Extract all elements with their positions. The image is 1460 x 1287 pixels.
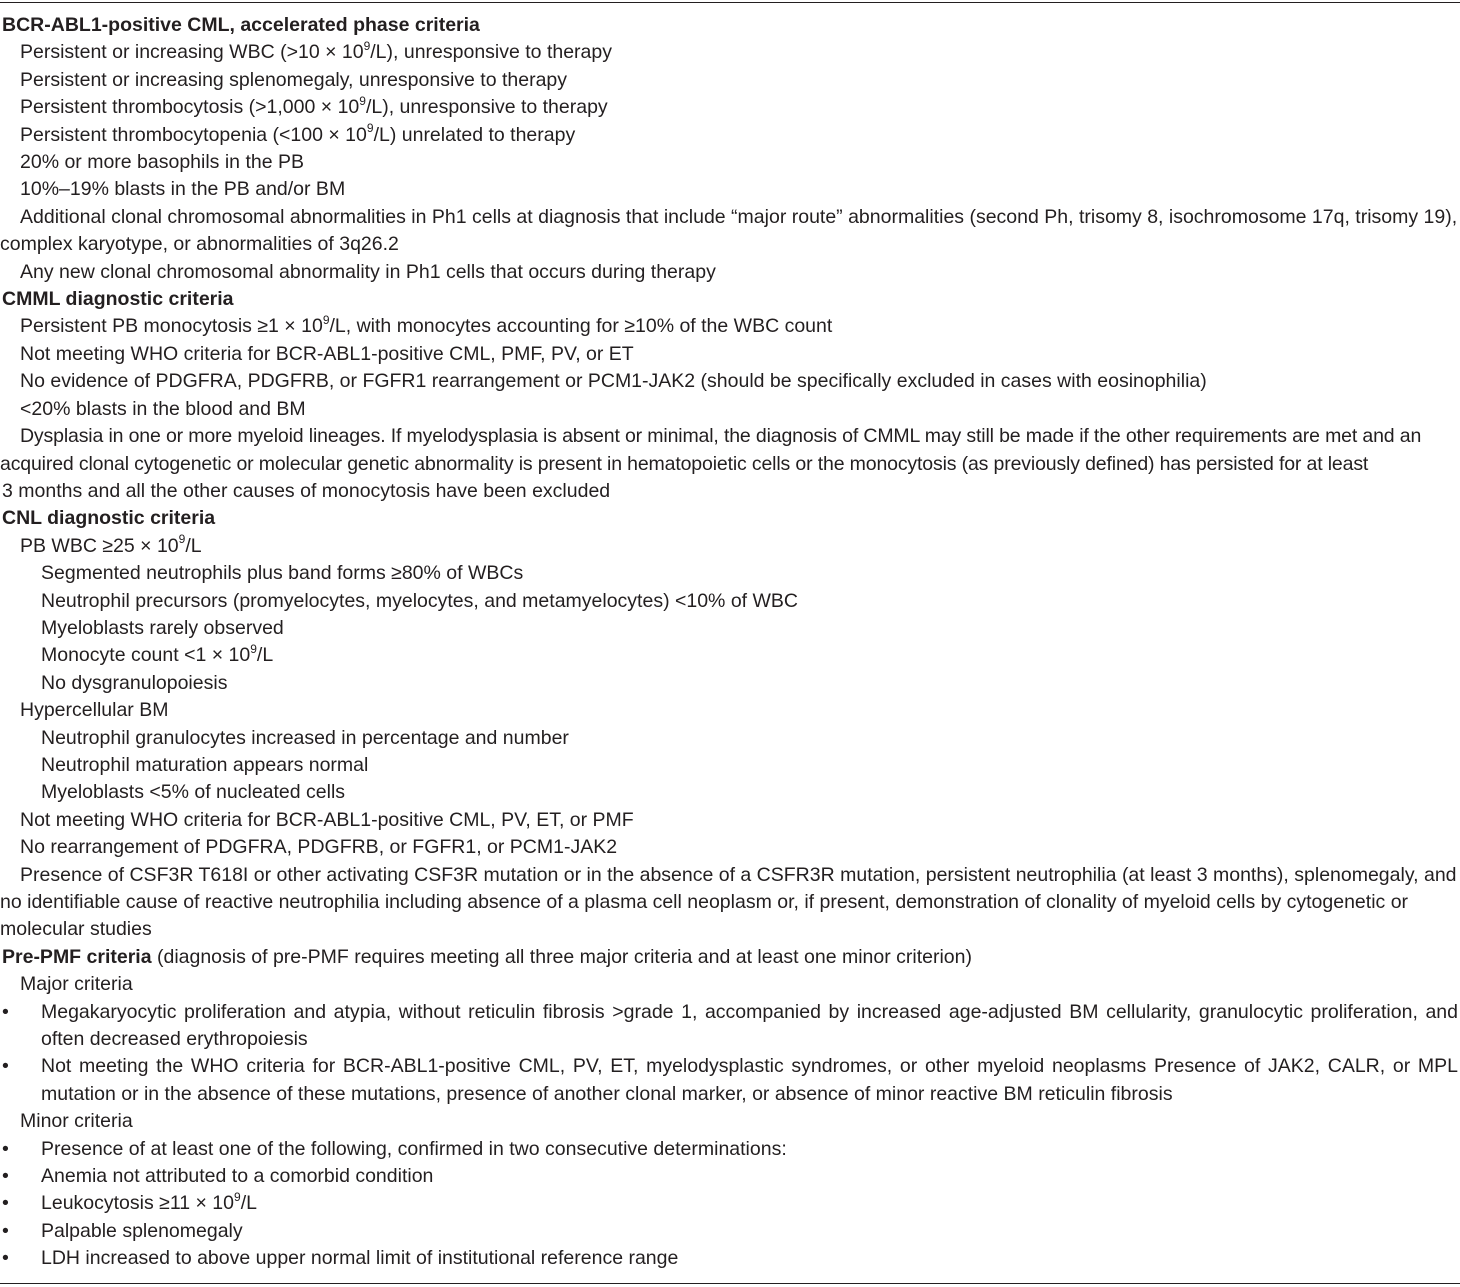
list-subitem: Neutrophil precursors (promyelocytes, myelocytes, and metamyelocytes) <10% of WBC: [41, 589, 798, 612]
bullet-icon: •: [2, 1055, 9, 1078]
list-subitem: No dysgranulopoiesis: [41, 671, 228, 694]
section-heading-cml: [0, 12, 1460, 39]
list-item: Persistent or increasing WBC $(>10 \times 10^9/L)$, unresponsive to therapy: [20, 38, 612, 64]
heading-text: BCR-ABL1-positive CML, accelerated phase criteria: [2, 14, 480, 36]
bullet-icon: •: [2, 1192, 9, 1215]
list-item: No rearrangement of PDGFRA, PDGFRB, or FGFR1, or PCM1-JAK2: [20, 836, 618, 859]
heading-note: (diagnosis of pre-PMF requires meeting all three major criteria and at least one minor criterion): [151, 945, 972, 968]
section-heading-cnl: [0, 505, 1460, 532]
list-item: 10%–19% blasts in the PB and/or BM: [20, 178, 346, 201]
list-item: Presence of CSF3R T618I or other activating CSF3R mutation or in the absence of a CSFR3R mutation, persistent neutrophilia (at least 3 months), splenomegaly, and no identifiable cause of reactive neutrophilia including absence of a plasma cell neoplasm or, if present, demonstration of clonality of myeloid cells by cytogenetic or molecular studies: [0, 863, 1457, 941]
list-item: Any new clonal chromosomal abnormality in Ph1 cells that occurs during therapy: [20, 260, 716, 283]
list-item: Additional clonal chromosomal abnormalities in Ph1 cells at diagnosis that include “major route” abnormalities (second Ph, trisomy 8, isochromosome 17q, trisomy 19), complex karyotype, or abnormalities of 3q26.2: [0, 205, 1458, 256]
bullet-icon: •: [2, 1137, 9, 1160]
criteria-table: [0, 12, 1460, 1273]
list-item: 20% or more basophils in the PB: [20, 151, 304, 174]
bullet-icon: •: [2, 1219, 9, 1242]
list-subitem: Neutrophil granulocytes increased in percentage and number: [41, 726, 569, 749]
bullet-item: • Megakaryocytic proliferation and atypia, without reticulin fibrosis >grade 1, accompanied by increased age-adjusted BM cellularity, granulocytic proliferation, and often decreased erythropoiesis: [2, 1000, 1458, 1051]
list-item: Persistent PB monocytosis $\ge 1 \times 10^9/L$, with monocytes accounting for ≥10% of the WBC count: [20, 312, 833, 338]
list-item: Persistent thrombocytopenia $(<100 \times 10^9/L)$ unrelated to therapy: [20, 121, 576, 146]
list-item: Not meeting WHO criteria for BCR-ABL1-positive CML, PMF, PV, or ET: [20, 342, 634, 365]
list-subitem: Myeloblasts rarely observed: [41, 616, 284, 639]
list-subitem: Monocyte count $<1 \times 10^9/L$: [41, 641, 274, 667]
top-rule: [0, 2, 1460, 3]
list-item-continuation: 3 months and all the other causes of monocytosis have been excluded: [2, 479, 611, 502]
list-item: Persistent thrombocytosis $(>1,000 \times 10^9/L)$, unresponsive to therapy: [20, 93, 608, 119]
bullet-item: • LDH increased to above upper normal limit of institutional reference range: [0, 1245, 1460, 1272]
bullet-item: • Palpable splenomegaly: [0, 1218, 1460, 1245]
list-item: No evidence of PDGFRA, PDGFRB, or FGFR1 rearrangement or PCM1-JAK2 (should be specifically excluded in cases with eosinophilia): [20, 370, 1207, 393]
list-item: PB WBC $\ge 25 \times 10^9/L$: [20, 532, 202, 557]
bullet-icon: •: [2, 1165, 9, 1188]
bullet-icon: •: [2, 1247, 9, 1270]
list-item: Persistent or increasing splenomegaly, unresponsive to therapy: [20, 68, 568, 91]
heading-text: Pre-PMF criteria: [2, 945, 152, 968]
list-item: Not meeting WHO criteria for BCR-ABL1-positive CML, PV, ET, or PMF: [20, 808, 634, 831]
heading-text: CNL diagnostic criteria: [2, 507, 216, 530]
minor-criteria-label: Minor criteria: [20, 1110, 133, 1133]
bullet-item: • Anemia not attributed to a comorbid condition: [0, 1163, 1460, 1190]
list-item: <20% blasts in the blood and BM: [20, 397, 306, 420]
bullet-item: • Not meeting the WHO criteria for BCR-ABL1-positive CML, PV, ET, myelodysplastic syndromes, or other myeloid neoplasms Presence of JAK2, CALR, or MPL mutation or in the absence of these mutations, presence of another clonal marker, or absence of minor reactive BM reticulin fibrosis: [2, 1055, 1458, 1105]
list-item: Dysplasia in one or more myeloid lineages. If myelodysplasia is absent or minimal, the diagnosis of CMML may still be made if the other requirements are met and an acquired clonal cytogenetic or molecular genetic abnormality is present in hematopoietic cells or the monocytosis (as previously defined) has persisted for at least: [0, 425, 1422, 475]
major-criteria-label: Major criteria: [20, 973, 133, 996]
section-heading-cmml: [0, 286, 1460, 313]
bullet-icon: •: [2, 1000, 9, 1023]
bullet-item: • Presence of at least one of the following, confirmed in two consecutive determinations:: [0, 1136, 1460, 1163]
list-subitem: Myeloblasts <5% of nucleated cells: [41, 781, 346, 804]
section-heading-prepmf: [0, 944, 1460, 971]
bullet-item: • Leukocytosis $\ge 11 \times 10^9/L$: [0, 1190, 1460, 1217]
list-subitem: Segmented neutrophils plus band forms ≥80% of WBCs: [41, 562, 524, 585]
heading-text: CMML diagnostic criteria: [2, 288, 234, 311]
bottom-rule: [0, 1283, 1460, 1284]
list-item: Hypercellular BM: [20, 699, 169, 722]
list-subitem: Neutrophil maturation appears normal: [41, 753, 369, 776]
